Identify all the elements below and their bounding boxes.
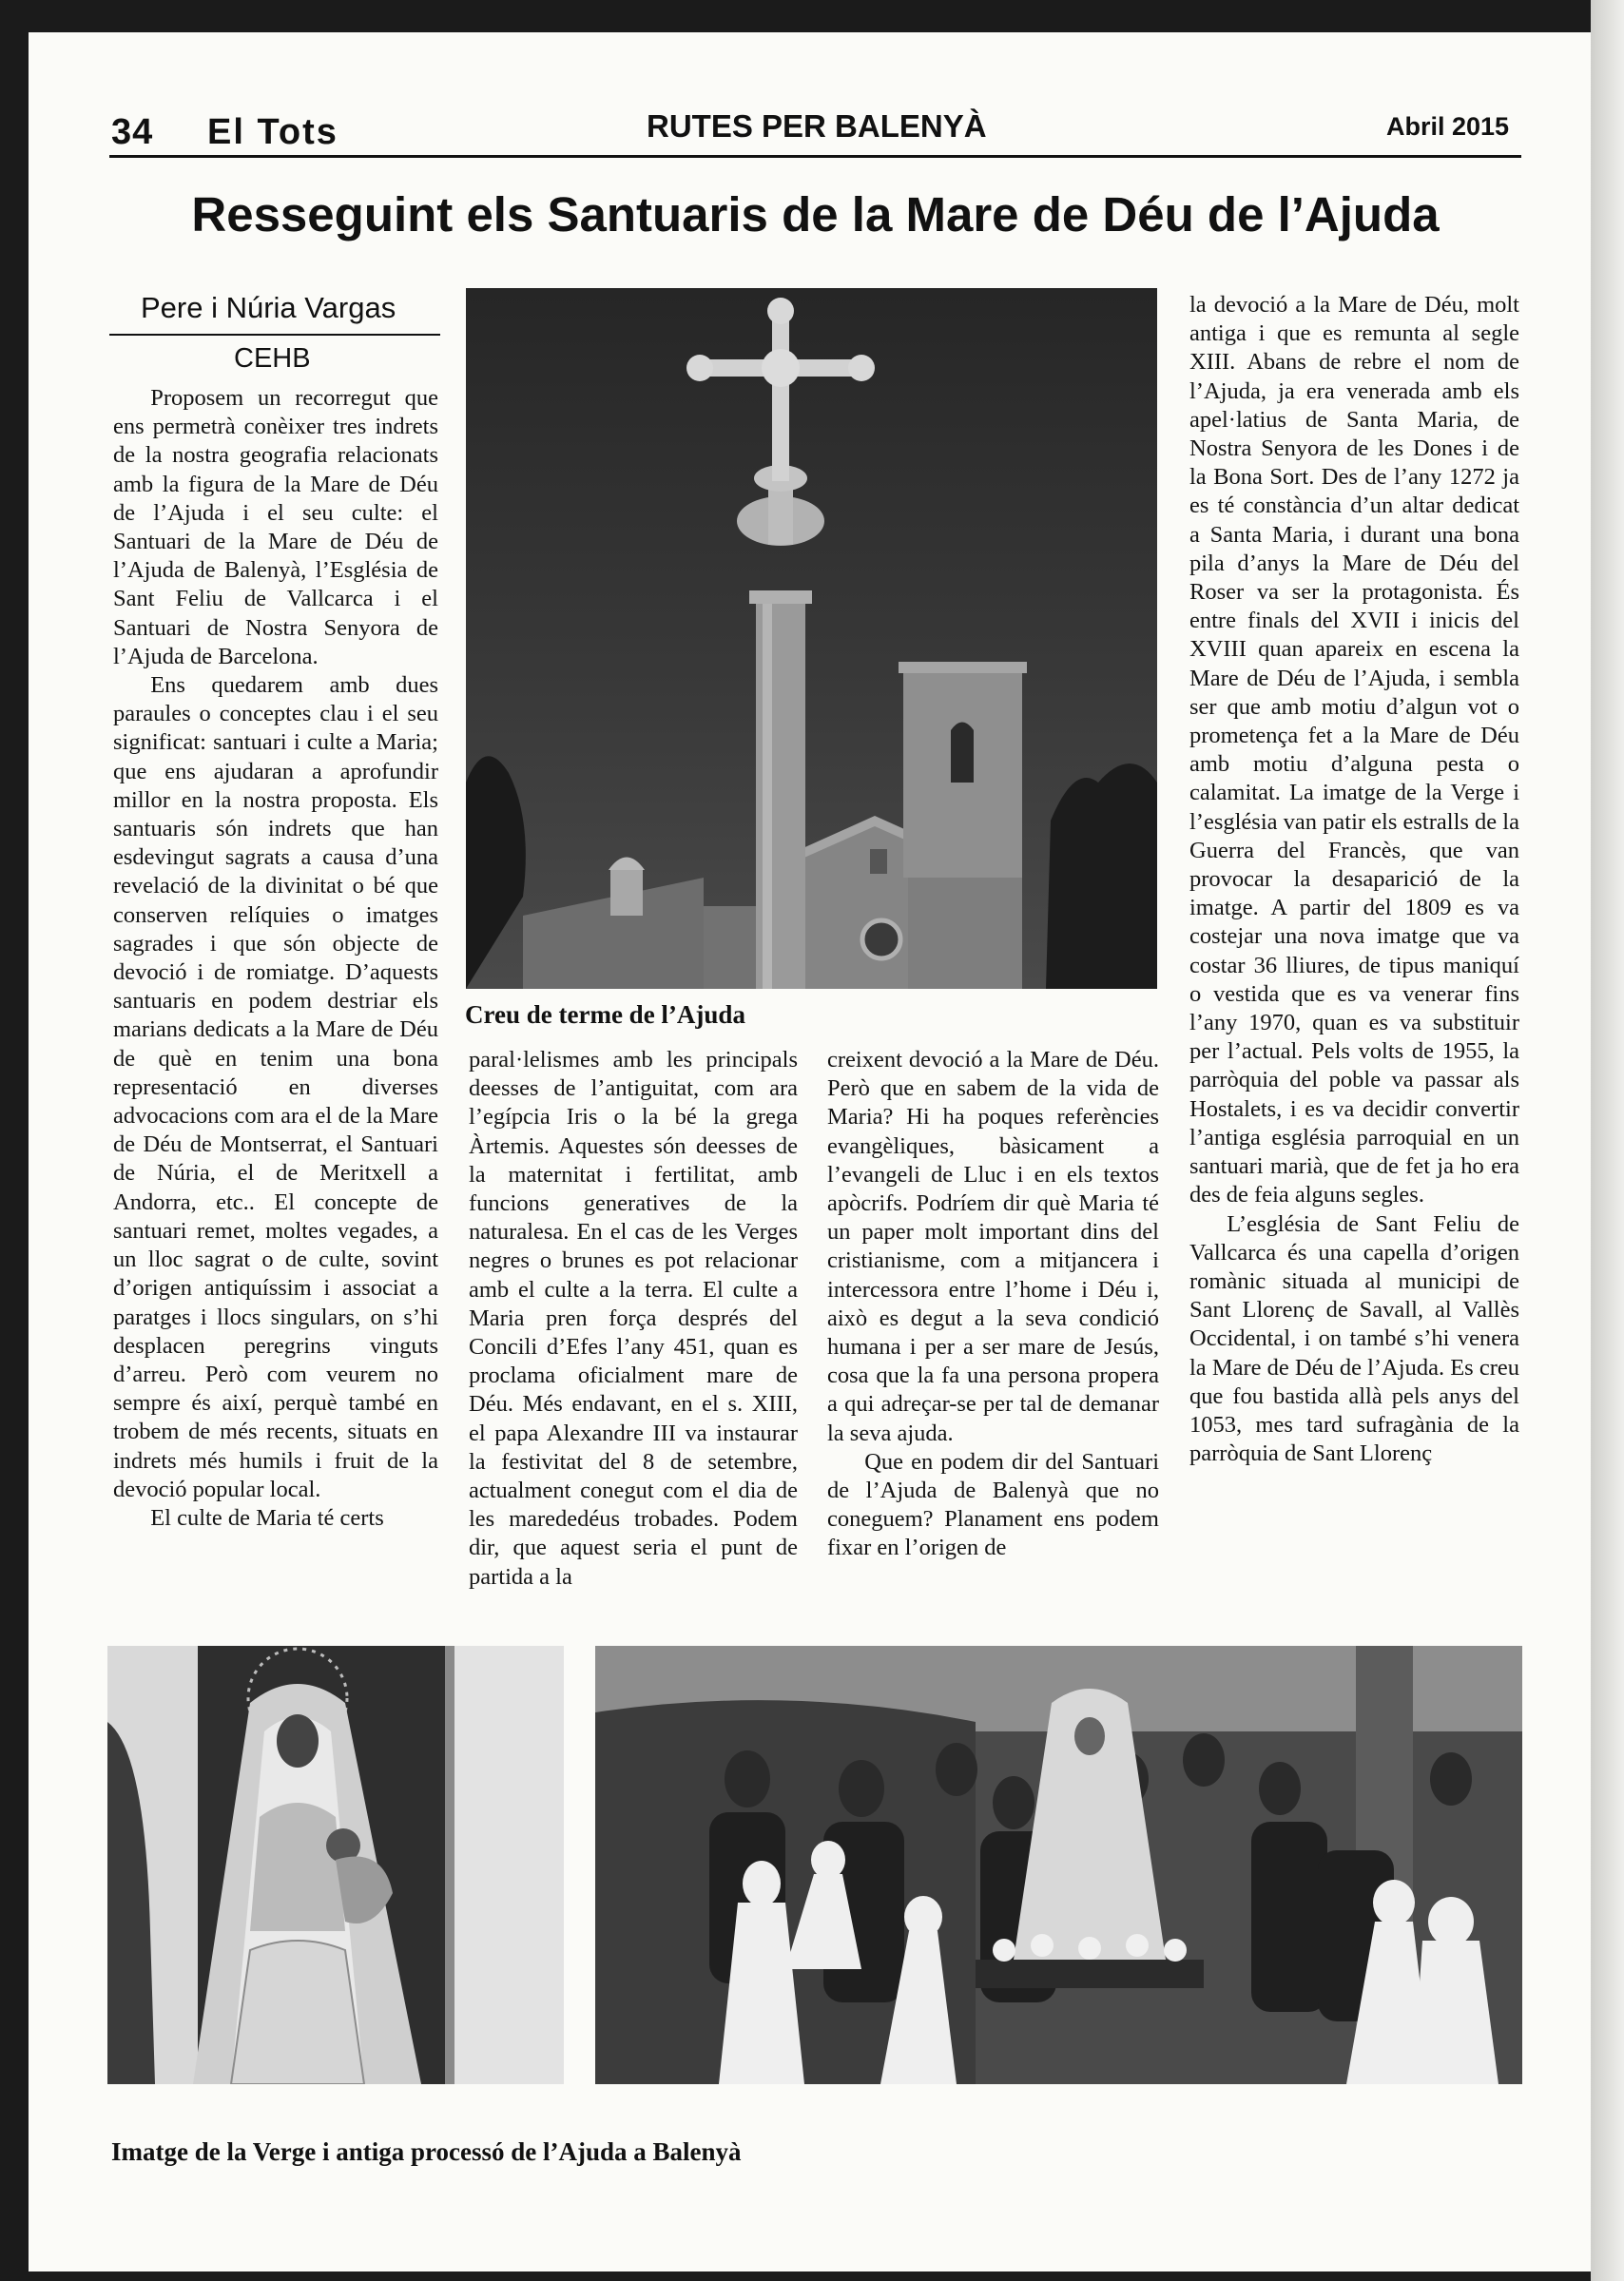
author-rule bbox=[109, 334, 440, 336]
text-column-2 bbox=[469, 1046, 798, 1626]
next-page-edge bbox=[1591, 0, 1624, 2281]
paragraph: paral·lelismes amb les principals deesses de l’antiguitat, com ara l’egípcia Iris o la bé la grega Àrtemis. Aquestes són deesses de la maternitat i fertilitat, amb funcions generatives de la naturalesa. En el cas de les Verges negres o brunes es pot relacionar amb el culte a la terra. El culte a Maria pren força després del Concili d’Efes l’any 451, quan es proclama oficialment mare de Déu. Més endavant, en el s. XIII, el papa Alexandre III va instaurar la festivitat del 8 de setembre, actualment conegut com el dia de les marededéus trobades. Podem dir, que aquest seria el punt de partida a la bbox=[469, 1047, 798, 1590]
publication-name: El Tots bbox=[207, 112, 338, 152]
paragraph: Que en podem dir del Santuari de l’Ajuda de Balenyà que no coneguem? Planament ens podem fixar en l’origen de bbox=[827, 1448, 1159, 1561]
text-column-4 bbox=[1189, 291, 1519, 1626]
text-column-1 bbox=[113, 384, 438, 1626]
paragraph: la devoció a la Mare de Déu, molt antiga i que es remunta al segle XIII. Abans de rebre el nom de l’Ajuda, ja era venerada amb els apel·latius de Santa Maria, de Nostra Senyora de les Dones i de la Bona Sort. Des de l’any 1272 ja es té constància d’un altar dedicat a Santa Maria, i durant una bona pila d’anys la Mare de Déu del Roser va ser la protagonista. És entre finals del XVII i inicis del XVIII quan apareix en escena la Mare de Déu de l’Ajuda, i sembla ser que amb motiu d’algun vot o prometença fet a la Mare de Déu amb motiu d’alguna pesta o calamitat. La imatge de la Verge i l’església van patir els estralls de la Guerra del Francès, que van provocar la desaparició de la imatge. A partir del 1809 es va costejar una nova imatge que va costar 36 lliures, de tipus maniquí o vestida que es va venerar fins l’any 1970, quan es va substituir per l’actual. Pels volts de 1955, la parròquia del poble va passar als Hostalets, i es va decidir convertir l’antiga església parroquial en un santuari marià, que de fet ja ho era des de feia alguns segles. bbox=[1189, 292, 1519, 1208]
page-number: 34 bbox=[111, 112, 154, 152]
cross-photo bbox=[466, 288, 1157, 989]
procession-illustration bbox=[595, 1646, 1522, 2084]
virgin-statue-photo bbox=[107, 1646, 564, 2084]
paragraph: El culte de Maria té certs bbox=[150, 1504, 384, 1531]
paragraph: creixent devoció a la Mare de Déu. Però que en sabem de la vida de Maria? Hi ha poques referències evangèliques, bàsicament a l’evangeli de Lluc i en els textos apòcrifs. Podríem dir què Maria té un paper molt important dins del cristianisme, com a mitjancera i intercessora entre l’home i Déu i, això es degut a la seva condició humana i per a ser mare de Jesús, cosa que la fa una persona propera a qui adreçar-se per tal de demanar la seva ajuda. bbox=[827, 1047, 1159, 1446]
article-title: Resseguint els Santuaris de la Mare de Déu de l’Ajuda bbox=[191, 187, 1440, 242]
paragraph: Proposem un recorregut que ens permetrà conèixer tres indrets de la nostra geografia relacionats amb la figura de la Mare de Déu de l’Ajuda i el seu culte: el Santuari de la Mare de Déu de l’Ajuda de Balenyà, l’Església de Sant Feliu de Vallcarca i el Santuari de Nostra Senyora de l’Ajuda de Barcelona. bbox=[113, 385, 438, 669]
section-title: RUTES PER BALENYÀ bbox=[647, 108, 987, 144]
cross-photo-illustration bbox=[466, 288, 1157, 989]
bottom-photos-caption: Imatge de la Verge i antiga processó de l’Ajuda a Balenyà bbox=[111, 2137, 742, 2166]
author-organization: CEHB bbox=[234, 343, 311, 374]
header-rule bbox=[109, 155, 1521, 158]
procession-photo bbox=[595, 1646, 1522, 2084]
paragraph: L’església de Sant Feliu de Vallcarca és una capella d’origen romànic situada al municipi de Sant Llorenç de Savall, al Vallès Occidental, i on també s’hi venera la Mare de Déu de l’Ajuda. Es creu que fou bastida allà pels anys del 1053, mes tard sufragània de la parròquia de Sant Llorenç bbox=[1189, 1210, 1519, 1467]
virgin-statue-illustration bbox=[107, 1646, 564, 2084]
article-author: Pere i Núria Vargas bbox=[141, 291, 396, 324]
cross-photo-caption: Creu de terme de l’Ajuda bbox=[465, 1000, 745, 1029]
paragraph: Ens quedarem amb dues paraules o conceptes clau i el seu significat: santuari i culte a Maria; que ens ajudaran a aprofundir millor en la nostra proposta. Els santuaris són indrets que han esdevingut sagrats a causa d’una revelació de la divinitat o bé que conserven relíquies o imatges sagrades i que són objecte de devoció i de romiatge. D’aquests santuaris en podem destriar els marians dedicats a la Mare de Déu de què en tenim una bona representació en diverses advocacions com ara el de la Mare de Déu de Montserrat, el Santuari de Núria, el de Meritxell a Andorra, etc.. El concepte de santuari remet, moltes vegades, a un lloc sagrat o de culte, sovint d’origen antiquíssim i associat a paratges i llocs singulars, on s’hi desplacen peregrins vinguts d’arreu. Però com veurem no sempre és així, perquè també en trobem de més recents, situats en indrets més humils i fruit de la devoció popular local. bbox=[113, 672, 438, 1502]
issue-date: Abril 2015 bbox=[1386, 112, 1510, 141]
text-column-3 bbox=[827, 1046, 1159, 1626]
